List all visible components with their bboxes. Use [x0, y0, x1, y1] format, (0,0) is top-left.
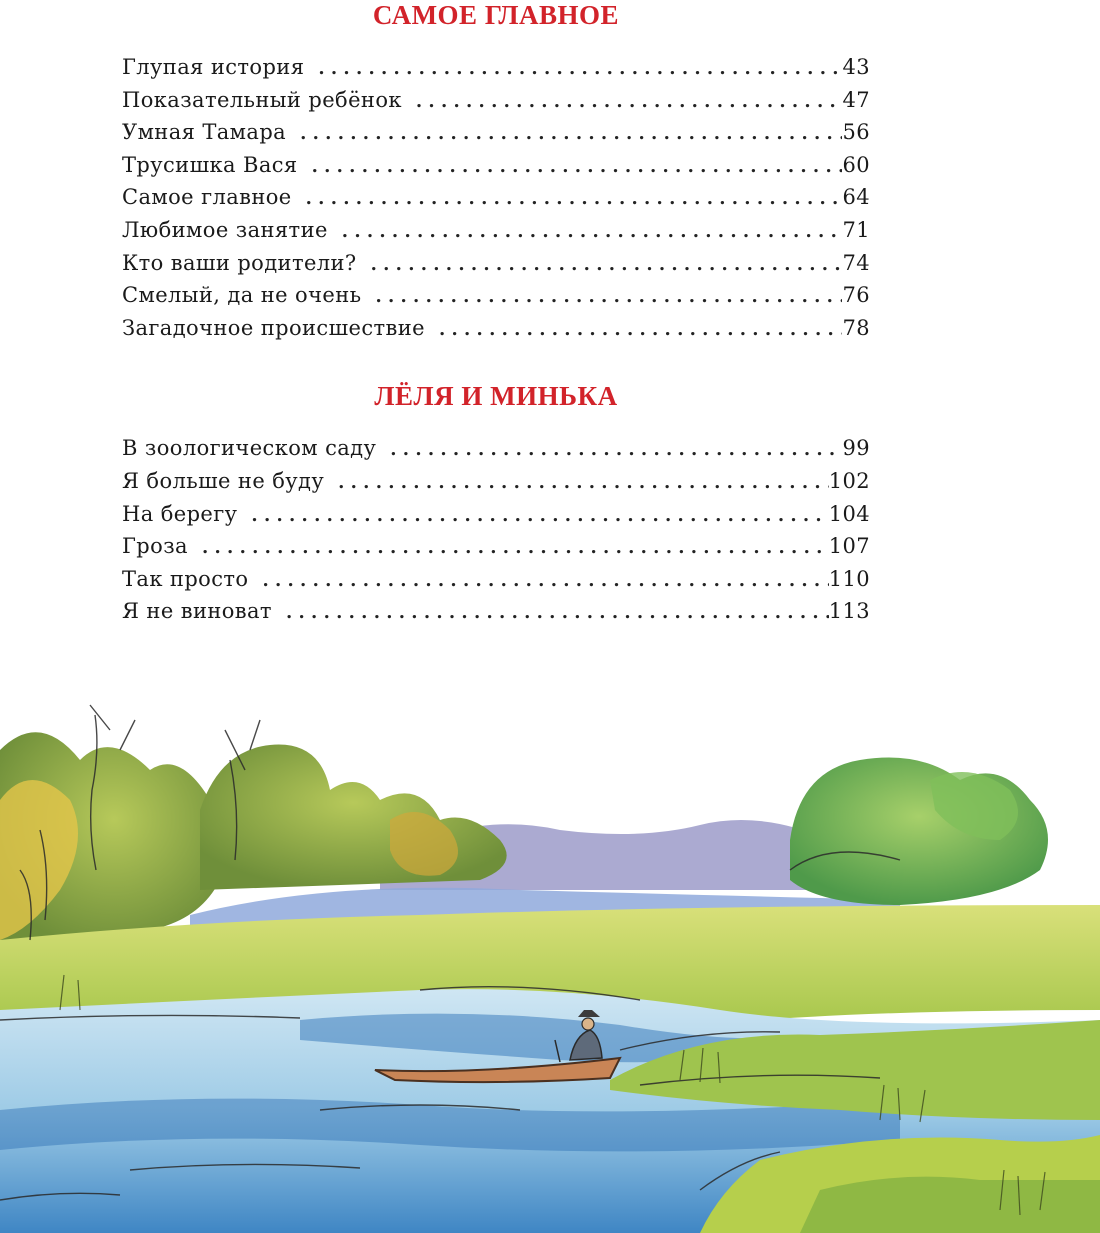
entry-title: Трусишка Вася — [122, 152, 298, 177]
entry-title: Так просто — [122, 566, 249, 591]
section-title-samoe-glavnoe: САМОЕ ГЛАВНОЕ — [372, 0, 620, 30]
toc-entry[interactable] — [122, 432, 870, 465]
toc-entry[interactable] — [122, 279, 870, 312]
entry-title: В зоологическом саду — [122, 436, 377, 461]
section-title-lyolya-i-minka: ЛЁЛЯ И МИНЬКА — [374, 381, 618, 412]
toc-entry[interactable] — [122, 214, 870, 247]
entry-page-number: 107 — [828, 534, 870, 559]
dot-leader — [342, 216, 843, 249]
entry-title: Кто ваши родители? — [122, 250, 357, 275]
entry-page-number: 102 — [828, 468, 870, 493]
dot-leader — [300, 118, 842, 151]
entry-title: Я больше не буду — [122, 468, 325, 493]
entry-page-number: 113 — [828, 599, 870, 624]
entry-title: Любимое занятие — [122, 217, 328, 242]
dot-leader — [416, 86, 843, 119]
entry-page-number: 76 — [842, 283, 870, 308]
dot-leader — [318, 53, 842, 86]
toc-entry[interactable] — [122, 116, 870, 149]
entry-page-number: 60 — [842, 152, 870, 177]
toc-entry[interactable] — [122, 595, 870, 628]
toc-entry[interactable] — [122, 149, 870, 182]
entry-page-number: 56 — [842, 120, 870, 145]
dot-leader — [390, 434, 842, 467]
entry-page-number: 71 — [842, 217, 870, 242]
entry-title: Самое главное — [122, 185, 292, 210]
entry-page-number: 64 — [842, 185, 870, 210]
river-landscape-illustration — [0, 690, 1100, 1233]
toc-entry[interactable] — [122, 465, 870, 498]
entry-page-number: 99 — [842, 436, 870, 461]
toc-entry[interactable] — [122, 51, 870, 84]
toc-entry[interactable] — [122, 181, 870, 214]
toc-entry[interactable] — [122, 84, 870, 117]
dot-leader — [375, 281, 842, 314]
entry-page-number: 78 — [842, 315, 870, 340]
section-list-1 — [122, 51, 870, 344]
center-trees — [200, 745, 507, 890]
entry-title: Гроза — [122, 534, 188, 559]
toc-entry[interactable] — [122, 530, 870, 563]
entry-title: Глупая история — [122, 55, 305, 79]
table-of-contents — [122, 0, 870, 628]
entry-page-number: 104 — [828, 501, 870, 526]
entry-page-number: 47 — [842, 87, 870, 112]
dot-leader — [306, 183, 843, 216]
dot-leader — [312, 151, 843, 184]
dot-leader — [338, 467, 829, 500]
entry-title: Умная Тамара — [122, 120, 287, 145]
toc-entry[interactable] — [122, 247, 870, 280]
dot-leader — [439, 314, 843, 347]
toc-entry[interactable] — [122, 498, 870, 531]
toc-entry[interactable] — [122, 563, 870, 596]
entry-page-number: 43 — [842, 55, 870, 79]
entry-title: Показательный ребёнок — [122, 87, 402, 112]
section-list-2 — [122, 432, 870, 628]
dot-leader — [371, 249, 843, 282]
dot-leader — [286, 597, 829, 630]
dot-leader — [262, 565, 828, 598]
entry-title: На берегу — [122, 501, 238, 526]
dot-leader — [202, 532, 829, 565]
toc-entry[interactable] — [122, 312, 870, 345]
entry-page-number: 74 — [842, 250, 870, 275]
dot-leader — [251, 500, 828, 533]
entry-title: Загадочное происшествие — [122, 315, 425, 340]
entry-title: Я не виноват — [122, 599, 272, 624]
entry-page-number: 110 — [828, 566, 870, 591]
entry-title: Смелый, да не очень — [122, 283, 362, 308]
